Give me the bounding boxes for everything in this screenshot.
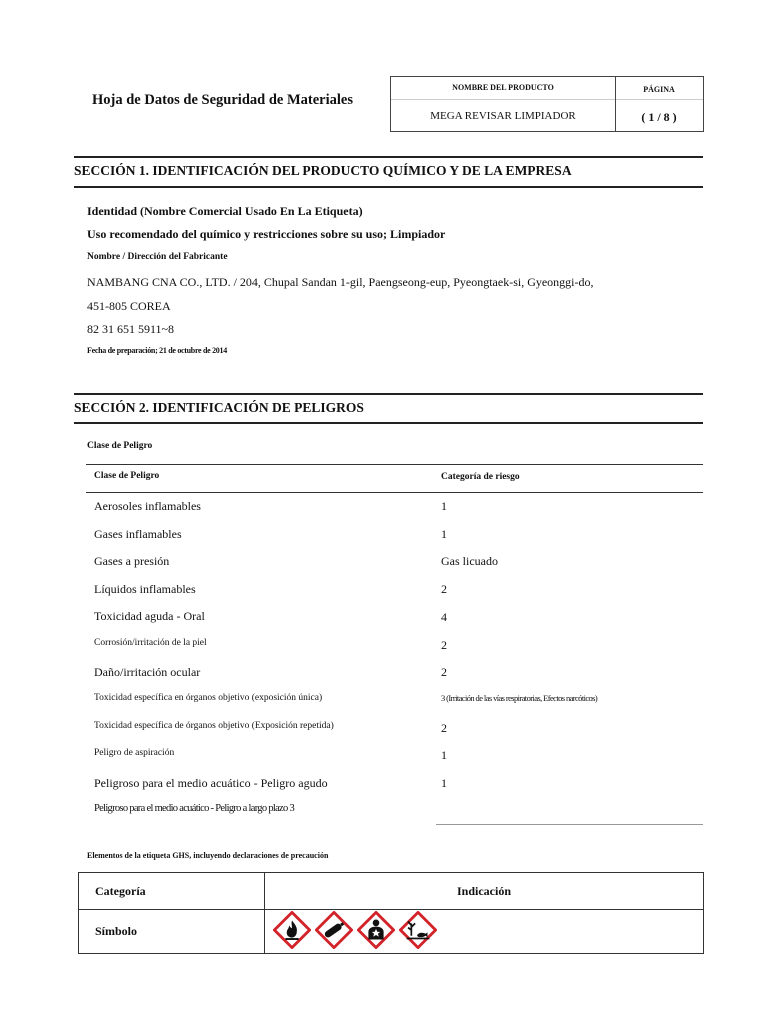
document-title: Hoja de Datos de Seguridad de Materiales	[92, 92, 353, 108]
table-row-category: 1	[441, 748, 447, 762]
section2-top-rule	[74, 393, 703, 395]
manufacturer-label: Nombre / Dirección del Fabricante	[87, 252, 228, 262]
box-divider-horizontal	[391, 99, 703, 100]
page-label: PÁGINA	[643, 85, 675, 94]
table-row-category: 1	[441, 499, 447, 513]
table-row-category: 3 (Irritación de las vías respiratorias, Efectos narcóticos)	[441, 693, 598, 703]
product-name-value: MEGA REVISAR LIMPIADOR	[430, 110, 576, 122]
table-row-class: Aerosoles inflamables	[94, 499, 201, 513]
table-header-rule	[86, 492, 703, 493]
table-bottom-rule	[436, 824, 703, 825]
header-hazard-class: Clase de Peligro	[94, 471, 160, 481]
table-row-category: 2	[441, 638, 447, 652]
ghs-indication-header: Indicación	[456, 884, 511, 898]
section2-title: SECCIÓN 2. IDENTIFICACIÓN DE PELIGROS	[74, 400, 364, 415]
ghs-row-divider	[79, 909, 703, 910]
manufacturer-address-line2: 451-805 COREA	[87, 299, 171, 313]
section2-bottom-rule	[74, 422, 703, 424]
ghs-category-header: Categoría	[95, 884, 146, 898]
table-row-class: Peligro de aspiración	[94, 748, 175, 758]
product-info-box	[390, 76, 704, 132]
ghs-symbol-label: Símbolo	[95, 924, 138, 938]
table-row-category: 2	[441, 721, 447, 735]
flame-icon	[273, 911, 311, 949]
section1-top-rule	[74, 156, 703, 158]
hazard-class-heading: Clase de Peligro	[87, 441, 153, 451]
header-risk-category: Categoría de riesgo	[441, 472, 520, 482]
preparation-date: Fecha de preparación; 21 de octubre de 2014	[87, 346, 227, 355]
table-row-category: Gas licuado	[441, 554, 498, 568]
table-row-class: Gases inflamables	[94, 527, 182, 541]
manufacturer-phone: 82 31 651 5911~8	[87, 322, 175, 336]
table-row-class: Gases a presión	[94, 554, 170, 568]
table-row-class: Peligroso para el medio acuático - Peligro a largo plazo 3	[94, 803, 295, 814]
health-hazard-icon	[357, 911, 395, 949]
page-number: ( 1 / 8 )	[641, 110, 677, 124]
ghs-label-table	[78, 872, 704, 954]
gas-cylinder-icon	[315, 911, 353, 949]
recommended-use: Uso recomendado del químico y restricciones sobre su uso; Limpiador	[87, 227, 446, 241]
manufacturer-address-line1: NAMBANG CNA CO., LTD. / 204, Chupal Sandan 1-gil, Paengseong-eup, Pyeongtaek-si, Gyeonggi-do,	[87, 275, 594, 289]
table-row-category: 1	[441, 527, 447, 541]
ghs-pictograms	[273, 911, 437, 949]
table-row-category: 2	[441, 665, 447, 679]
table-row-class: Toxicidad específica de órganos objetivo (Exposición repetida)	[94, 721, 334, 731]
table-row-class: Corrosión/irritación de la piel	[94, 638, 207, 648]
section1-title: SECCIÓN 1. IDENTIFICACIÓN DEL PRODUCTO QUÍMICO Y DE LA EMPRESA	[74, 163, 572, 178]
identity-label: Identidad (Nombre Comercial Usado En La Etiqueta)	[87, 204, 363, 218]
product-name-label: NOMBRE DEL PRODUCTO	[452, 83, 554, 92]
table-row-category: 2	[441, 582, 447, 596]
table-row-class: Peligroso para el medio acuático - Peligro agudo	[94, 776, 328, 790]
table-row-class: Líquidos inflamables	[94, 582, 196, 596]
table-top-rule	[86, 464, 703, 465]
table-row-class: Daño/irritación ocular	[94, 665, 201, 679]
table-row-category: 4	[441, 610, 447, 624]
ghs-heading: Elementos de la etiqueta GHS, incluyendo declaraciones de precaución	[87, 851, 329, 860]
environment-icon	[399, 911, 437, 949]
table-row-class: Toxicidad aguda - Oral	[94, 609, 205, 623]
table-row-category: 1	[441, 776, 447, 790]
section1-bottom-rule	[74, 186, 703, 188]
table-row-class: Toxicidad específica en órganos objetivo (exposición única)	[94, 693, 323, 703]
